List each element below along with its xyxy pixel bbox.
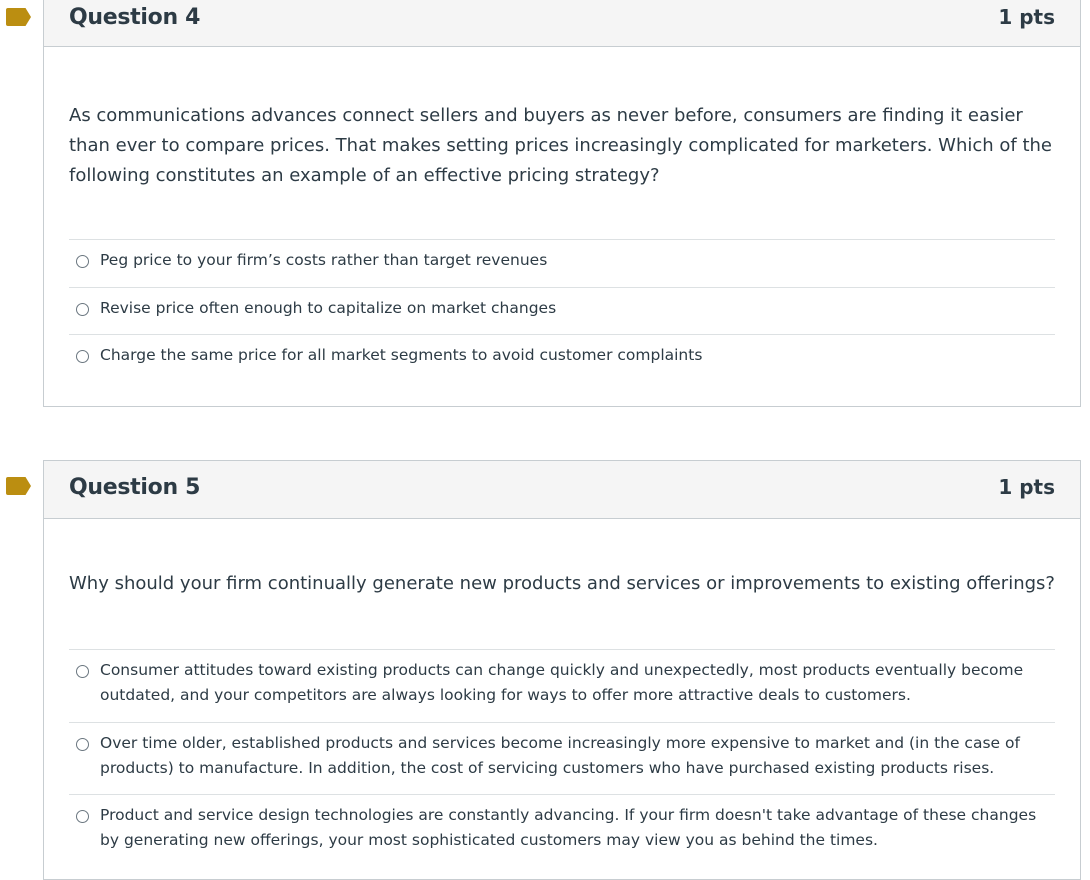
question-header (44, 0, 1080, 47)
answer-list (69, 649, 1055, 866)
flag-question-icon[interactable] (6, 477, 31, 495)
answer-option[interactable] (69, 334, 1055, 381)
question-title: Question 5 (69, 475, 201, 500)
flag-question-icon[interactable] (6, 8, 31, 26)
answer-list (69, 239, 1055, 381)
answer-label[interactable]: Peg price to your firm’s costs rather than target revenues (100, 251, 548, 269)
question-points: 1 pts (998, 475, 1055, 499)
question-card-5 (43, 460, 1081, 880)
answer-option[interactable] (69, 239, 1055, 287)
question-title: Question 4 (69, 5, 201, 30)
question-header (44, 461, 1080, 519)
question-card-4 (43, 0, 1081, 407)
radio-unchecked-icon[interactable] (76, 665, 89, 678)
question-text: As communications advances connect sellers and buyers as never before, consumers are finding it easier than ever to compare prices. That makes setting prices increasingly complicated for marketers. Which of the following constitutes an example of an effective pricing strategy? (69, 105, 1052, 186)
answer-label[interactable]: Revise price often enough to capitalize on market changes (100, 299, 557, 317)
question-text: Why should your firm continually generate new products and services or improvements to existing offerings? (69, 573, 1055, 594)
answer-option[interactable] (69, 649, 1055, 722)
answer-label[interactable]: Over time older, established products and services become increasingly more expensive to market and (in the case of products) to manufacture. In addition, the cost of servicing customers who have purchased existing products rises. (100, 734, 1020, 777)
answer-label[interactable]: Charge the same price for all market segments to avoid customer complaints (100, 346, 703, 364)
radio-unchecked-icon[interactable] (76, 350, 89, 363)
question-points: 1 pts (998, 5, 1055, 29)
answer-option[interactable] (69, 722, 1055, 794)
radio-unchecked-icon[interactable] (76, 738, 89, 751)
answer-label[interactable]: Product and service design technologies are constantly advancing. If your firm doesn't take advantage of these changes by generating new offerings, your most sophisticated customers may view you as behind the times. (100, 806, 1037, 849)
radio-unchecked-icon[interactable] (76, 810, 89, 823)
radio-unchecked-icon[interactable] (76, 303, 89, 316)
answer-option[interactable] (69, 287, 1055, 334)
answer-option[interactable] (69, 794, 1055, 866)
radio-unchecked-icon[interactable] (76, 255, 89, 268)
answer-label[interactable]: Consumer attitudes toward existing products can change quickly and unexpectedly, most products eventually become outdated, and your competitors are always looking for ways to offer more attractive deals to customers. (100, 661, 1024, 704)
